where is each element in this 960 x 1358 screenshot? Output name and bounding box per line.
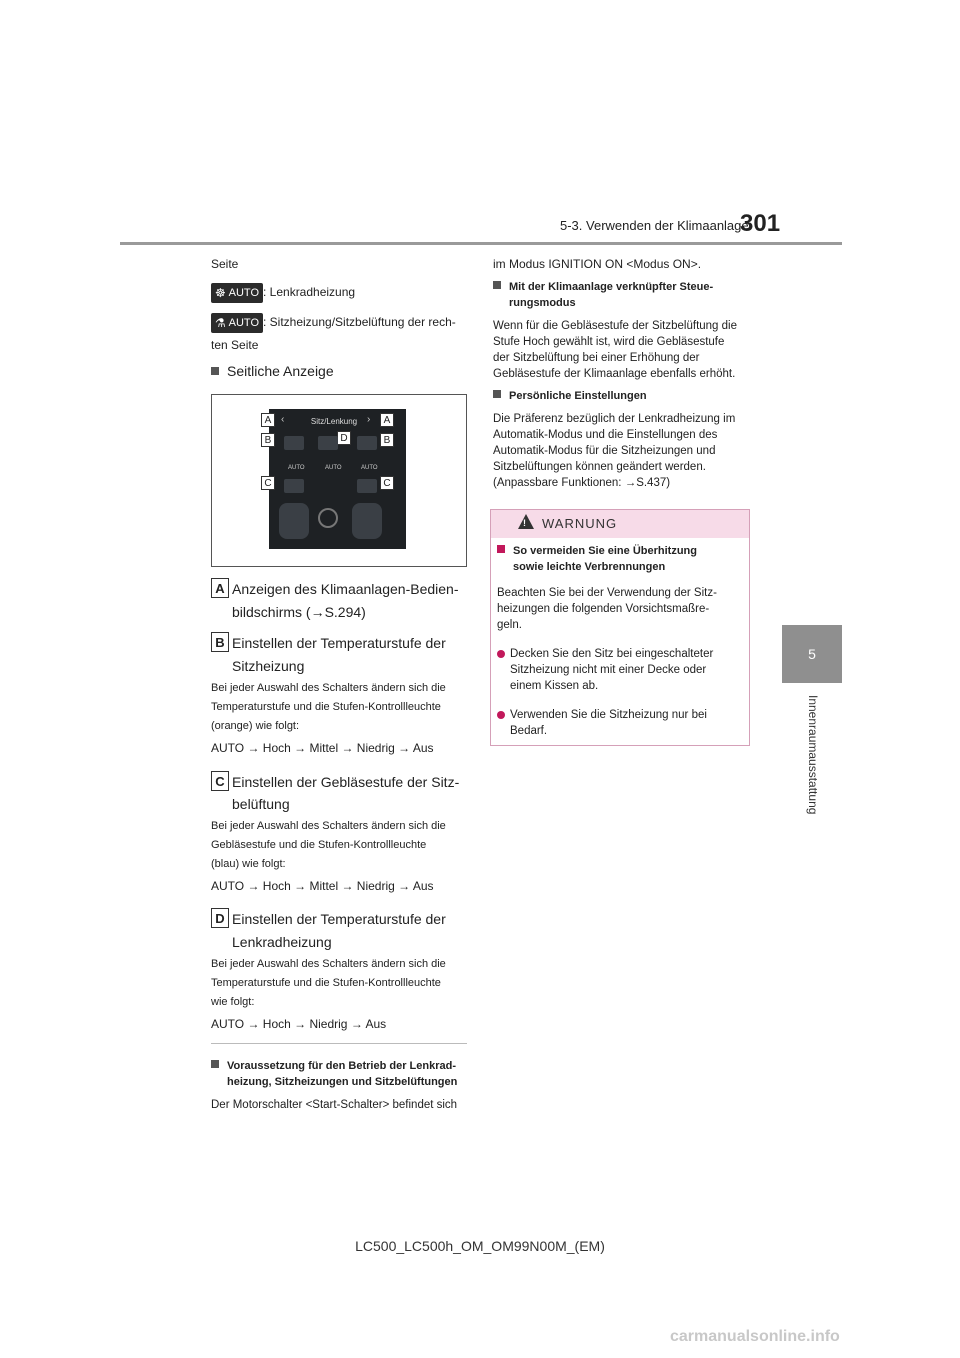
personal-text-3: Automatik-Modus für die Sitzheizungen und bbox=[493, 445, 716, 457]
section-title: 5-3. Verwenden der Klimaanlage bbox=[560, 218, 749, 233]
warning-bullet-1: Decken Sie den Sitz bei eingeschalteter bbox=[510, 648, 714, 660]
auto-label-right: AUTO bbox=[361, 465, 378, 471]
item-d-title: Einstellen der Temperaturstufe der bbox=[232, 911, 446, 927]
seat-auto-icon: ⚗ AUTO bbox=[211, 313, 263, 333]
square-bullet-icon bbox=[493, 281, 501, 289]
item-d-desc-1: Bei jeder Auswahl des Schalters ändern sich die bbox=[211, 958, 446, 970]
item-d-desc-3: wie folgt: bbox=[211, 996, 255, 1008]
warning-heading: So vermeiden Sie eine Überhitzung bbox=[497, 545, 697, 557]
item-b-desc-1: Bei jeder Auswahl des Schalters ändern sich die bbox=[211, 682, 446, 694]
manual-code: LC500_LC500h_OM_OM99N00M_(EM) bbox=[355, 1238, 605, 1254]
item-c-desc-3: (blau) wie folgt: bbox=[211, 858, 286, 870]
linked-mode-heading-2: rungsmodus bbox=[509, 297, 576, 309]
warning-triangle-icon bbox=[518, 514, 534, 529]
continued-text-right: im Modus IGNITION ON <Modus ON>. bbox=[493, 257, 702, 271]
warning-title: WARNUNG bbox=[542, 516, 618, 531]
chevron-right-icon: › bbox=[367, 414, 371, 425]
steering-heater-button bbox=[318, 436, 338, 450]
personal-text-1: Die Präferenz bezüglich der Lenkradheizung im bbox=[493, 413, 736, 425]
warning-text-3: geln. bbox=[497, 619, 522, 631]
exclamation-icon: ! bbox=[523, 518, 526, 528]
steering-heater-line: ☸ AUTO : Lenkradheizung bbox=[211, 283, 355, 303]
personal-settings-heading: Persönliche Einstellungen bbox=[493, 390, 647, 402]
linked-text-2: Stufe Hoch gewählt ist, wird die Gebläsestufe bbox=[493, 336, 725, 348]
callout-d: D bbox=[337, 431, 351, 445]
item-b-desc-2: Temperaturstufe und die Stufen-Kontrollleuchte bbox=[211, 701, 441, 713]
item-a-title: Anzeigen des Klimaanlagen-Bedien- bbox=[232, 581, 459, 597]
item-b-marker: B bbox=[211, 632, 229, 652]
callout-a-right: A bbox=[380, 413, 394, 427]
linked-text-1: Wenn für die Gebläsestufe der Sitzbelüftung die bbox=[493, 320, 737, 332]
linked-mode-heading: Mit der Klimaanlage verknüpfter Steue- bbox=[493, 281, 713, 293]
bullet-dot-icon bbox=[497, 711, 505, 719]
item-c-title: Einstellen der Gebläsestufe der Sitz- bbox=[232, 774, 460, 790]
header-rule bbox=[120, 242, 842, 245]
steering-auto-icon: ☸ AUTO bbox=[211, 283, 263, 303]
item-b-title: Einstellen der Temperaturstufe der bbox=[232, 635, 446, 651]
page-number: 301 bbox=[740, 210, 781, 237]
item-c-desc-1: Bei jeder Auswahl des Schalters ändern sich die bbox=[211, 820, 446, 832]
prereq-text: Der Motorschalter <Start-Schalter> befindet sich bbox=[211, 1099, 458, 1111]
right-seat-heater-button bbox=[357, 436, 377, 450]
item-d-marker: D bbox=[211, 908, 229, 928]
seat-heater-line: ⚗ AUTO : Sitzheizung/Sitzbelüftung der rech- bbox=[211, 313, 456, 333]
item-c-title-2: belüftung bbox=[232, 796, 290, 812]
warning-bullet-2: Verwenden Sie die Sitzheizung nur bei bbox=[510, 709, 707, 721]
divider bbox=[211, 1043, 467, 1044]
callout-a-left: A bbox=[261, 413, 275, 427]
item-c-desc-2: Gebläsestufe und die Stufen-Kontrollleuchte bbox=[211, 839, 427, 851]
left-seat-graphic bbox=[279, 503, 309, 539]
screen-title: Sitz/Lenkung bbox=[310, 417, 358, 426]
warning-text-2: heizungen die folgenden Vorsichtsmaßre- bbox=[497, 603, 710, 615]
item-b-title-2: Sitzheizung bbox=[232, 658, 305, 674]
linked-text-4: Gebläsestufe der Klimaanlage ebenfalls erhöht. bbox=[493, 368, 736, 380]
warning-bullet-1-3: einem Kissen ab. bbox=[510, 680, 599, 692]
seat-heater-line-2: ten Seite bbox=[211, 338, 259, 352]
left-seat-vent-button bbox=[284, 479, 304, 493]
chapter-label: Innenraumausstattung bbox=[806, 695, 820, 815]
warning-text-1: Beachten Sie bei der Verwendung der Sitz- bbox=[497, 587, 717, 599]
steering-wheel-graphic bbox=[318, 508, 338, 528]
item-b-desc-3: (orange) wie folgt: bbox=[211, 720, 300, 732]
prereq-heading: Voraussetzung für den Betrieb der Lenkrad- bbox=[211, 1060, 456, 1072]
linked-text-3: der Sitzbelüftung bei einer Erhöhung der bbox=[493, 352, 700, 364]
personal-text-5: (Anpassbare Funktionen: →S.437) bbox=[493, 477, 671, 489]
seat-icon: ⚗ bbox=[215, 316, 226, 330]
side-display-heading: Seitliche Anzeige bbox=[211, 363, 334, 379]
item-a-title-2: bildschirms (→S.294) bbox=[232, 604, 366, 620]
chapter-tab: 5 bbox=[782, 625, 842, 683]
warning-bullet-1-2: Sitzheizung nicht mit einer Decke oder bbox=[510, 664, 707, 676]
callout-b-left: B bbox=[261, 433, 275, 447]
item-c-marker: C bbox=[211, 771, 229, 791]
item-a-marker: A bbox=[211, 578, 229, 598]
square-bullet-icon bbox=[493, 390, 501, 398]
watermark: carmanualsonline.info bbox=[670, 1328, 840, 1345]
item-c-sequence: AUTO → Hoch → Mittel → Niedrig → Aus bbox=[211, 879, 434, 893]
callout-c-left: C bbox=[261, 476, 275, 490]
square-bullet-icon bbox=[497, 545, 505, 553]
square-bullet-icon bbox=[211, 367, 219, 375]
steering-wheel-icon: ☸ bbox=[215, 286, 226, 300]
item-b-sequence: AUTO → Hoch → Mittel → Niedrig → Aus bbox=[211, 741, 434, 755]
right-seat-graphic bbox=[352, 503, 382, 539]
auto-label-center: AUTO bbox=[325, 465, 342, 471]
prereq-heading-2: heizung, Sitzheizungen und Sitzbelüftungen bbox=[227, 1076, 458, 1088]
auto-label-left: AUTO bbox=[288, 465, 305, 471]
callout-c-right: C bbox=[380, 476, 394, 490]
left-seat-heater-button bbox=[284, 436, 304, 450]
personal-text-4: Sitzbelüftungen können geändert werden. bbox=[493, 461, 706, 473]
warning-bullet-2-2: Bedarf. bbox=[510, 725, 548, 737]
bullet-dot-icon bbox=[497, 650, 505, 658]
item-d-desc-2: Temperaturstufe und die Stufen-Kontrollleuchte bbox=[211, 977, 441, 989]
right-seat-vent-button bbox=[357, 479, 377, 493]
item-d-title-2: Lenkradheizung bbox=[232, 934, 332, 950]
square-bullet-icon bbox=[211, 1060, 219, 1068]
item-d-sequence: AUTO → Hoch → Niedrig → Aus bbox=[211, 1017, 387, 1031]
continued-text: Seite bbox=[211, 257, 239, 271]
chevron-left-icon: ‹ bbox=[281, 414, 285, 425]
callout-b-right: B bbox=[380, 433, 394, 447]
warning-heading-2: sowie leichte Verbrennungen bbox=[513, 561, 666, 573]
personal-text-2: Automatik-Modus und die Einstellungen des bbox=[493, 429, 718, 441]
